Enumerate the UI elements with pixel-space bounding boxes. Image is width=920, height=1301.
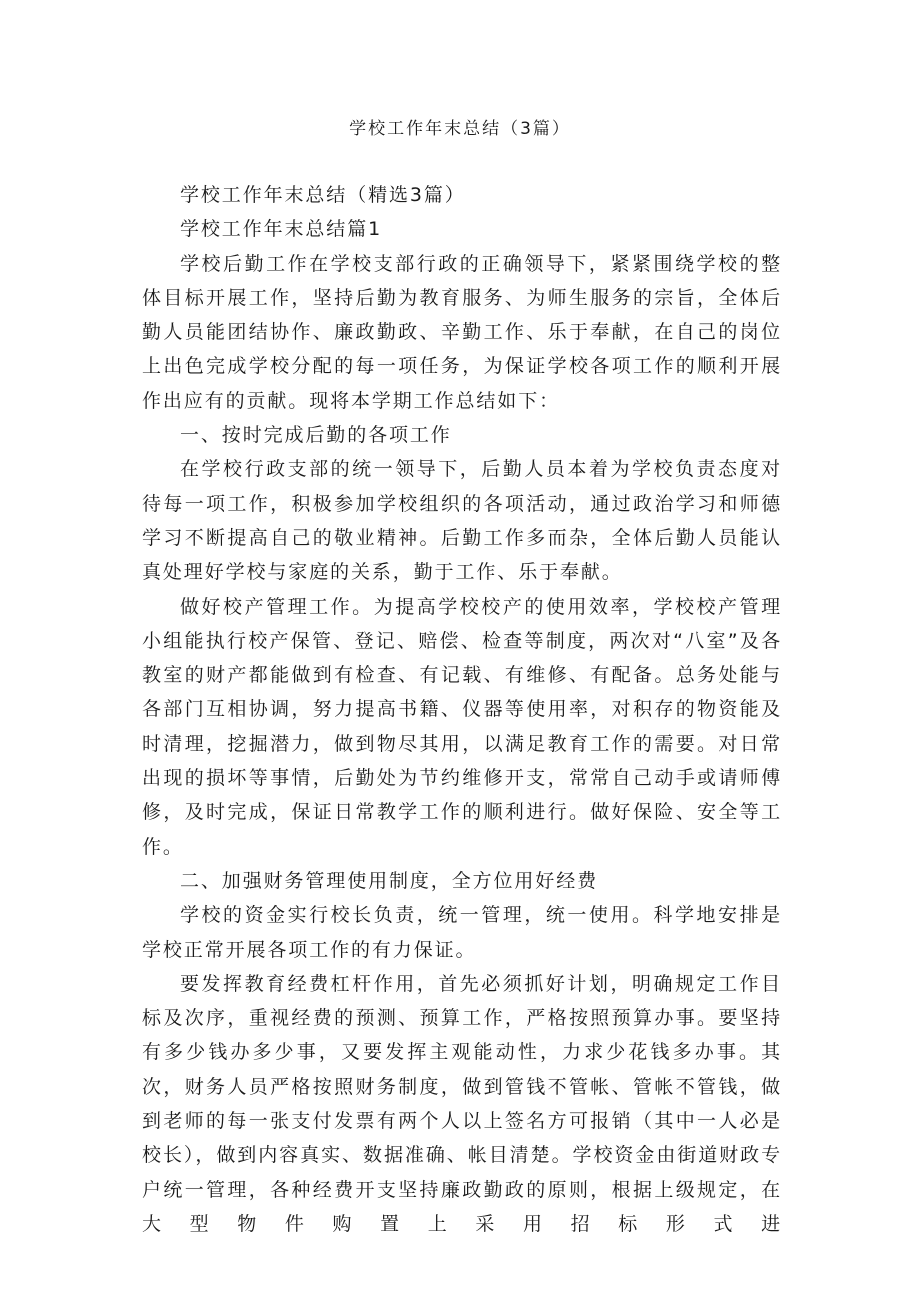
section-heading-part1: 学校工作年末总结篇1 xyxy=(180,218,383,241)
document-title: 学校工作年末总结（3篇） xyxy=(349,119,571,139)
subtitle-paragraph: 学校工作年末总结（精选3篇） xyxy=(180,184,466,206)
section-heading: 二、加强财务管理使用制度，全方位用好经费 xyxy=(180,869,599,892)
section-heading: 一、按时完成后勤的各项工作 xyxy=(180,424,452,447)
document-body xyxy=(142,178,782,1241)
body-paragraph: 学校的资金实行校长负责，统一管理，统一使用。科学地安排是学校正常开展各项工作的有力保证。 xyxy=(142,904,782,961)
body-paragraph: 要发挥教育经费杠杆作用，首先必须抓好计划，明确规定工作目标及次序，重视经费的预测、预算工作，严格按照预算办事。要坚持有多少钱办多少事，又要发挥主观能动性，力求少花钱多办事。其次，财务人员严格按照财务制度，做到管钱不管帐、管帐不管钱，做到老师的每一张支付发票有两个人以上签名方可报销（其中一人必是校长），做到内容真实、数据准确、帐目清楚。学校资金由街道财政专户统一管理，各种经费开支坚持廉政勤政的原则，根据上级规定，在大型物件购置上采用招标形式进 xyxy=(142,972,782,1235)
body-paragraph: 学校后勤工作在学校支部行政的正确领导下，紧紧围绕学校的整体目标开展工作，坚持后勤为教育服务、为师生服务的宗旨，全体后勤人员能团结协作、廉政勤政、辛勤工作、乐于奉献，在自己的岗位上出色完成学校分配的每一项任务，为保证学校各项工作的顺利开展作出应有的贡献。现将本学期工作总结如下： xyxy=(142,252,782,412)
body-paragraph: 做好校产管理工作。为提高学校校产的使用效率，学校校产管理小组能执行校产保管、登记、赔偿、检查等制度，两次对“八室”及各教室的财产都能做到有检查、有记载、有维修、有配备。总务处能与各部门互相协调，努力提高书籍、仪器等使用率，对积存的物资能及时清理，挖掘潜力，做到物尽其用，以满足教育工作的需要。对日常出现的损坏等事情，后勤处为节约维修开支，常常自己动手或请师傅修，及时完成，保证日常教学工作的顺利进行。做好保险、安全等工作。 xyxy=(142,595,782,858)
body-paragraph: 在学校行政支部的统一领导下，后勤人员本着为学校负责态度对待每一项工作，积极参加学校组织的各项活动，通过政治学习和师德学习不断提高自己的敬业精神。后勤工作多而杂，全体后勤人员能认真处理好学校与家庭的关系，勤于工作、乐于奉献。 xyxy=(142,458,782,584)
